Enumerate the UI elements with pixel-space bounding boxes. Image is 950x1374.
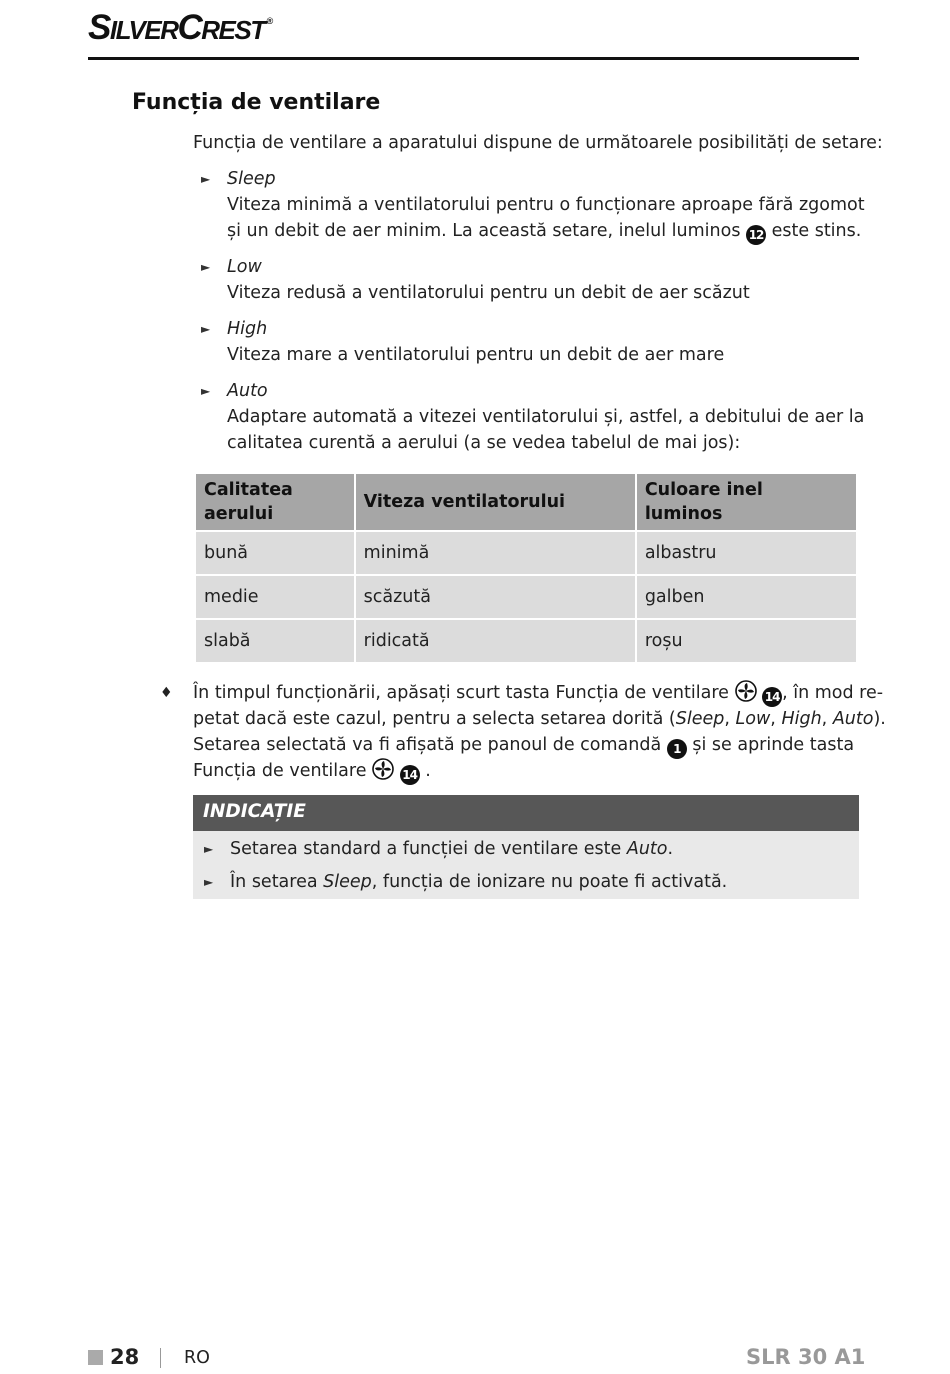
table-row (195, 531, 857, 575)
brand-logo: SILVERCREST ® (88, 8, 272, 47)
step-line-4: Funcția de ventilare 14 . (193, 758, 431, 785)
header-rule (88, 57, 859, 60)
step-line-3: Setarea selectată va fi afișată pe panoul de comandă 1 și se aprinde tasta (193, 732, 854, 759)
note-header (193, 795, 859, 831)
table-cell: roșu (636, 619, 857, 663)
fan-icon (372, 758, 394, 780)
triangle-bullet-icon: ► (201, 172, 211, 186)
table-cell: ridicată (355, 619, 636, 663)
table-row (195, 575, 857, 619)
table-header-cell: Culoare inel luminos (636, 473, 857, 531)
table-header-cell: Viteza ventilatorului (355, 473, 636, 531)
footer-marker (88, 1350, 103, 1365)
triangle-bullet-icon: ► (201, 322, 211, 336)
triangle-bullet-icon: ► (201, 384, 211, 398)
table-header-row (195, 473, 857, 531)
option-low-desc: Viteza redusă a ventilatorului pentru un debit de aer scăzut (227, 283, 750, 303)
triangle-bullet-icon: ► (204, 842, 214, 856)
page-number: 28 (110, 1345, 140, 1369)
option-sleep-desc-1: Viteza minimă a ventilatorului pentru o funcționare aproape fără zgomot (227, 195, 865, 215)
language-code: RO (184, 1348, 210, 1368)
triangle-bullet-icon: ► (204, 875, 214, 889)
option-low-name: Low (227, 257, 262, 277)
ref-1-badge: 1 (667, 739, 687, 759)
footer-divider (160, 1348, 161, 1368)
note-item-2: În setarea Sleep, funcția de ionizare nu poate fi activată. (230, 872, 728, 892)
option-high-desc: Viteza mare a ventilatorului pentru un debit de aer mare (227, 345, 725, 365)
option-sleep-name: Sleep (227, 169, 276, 189)
table-cell: scăzută (355, 575, 636, 619)
model-name: SLR 30 A1 (746, 1345, 866, 1369)
table-header-cell: Calitatea aerului (195, 473, 355, 531)
step-line-1: În timpul funcționării, apăsați scurt tasta Funcția de ventilare 14 , în mod re- (193, 680, 883, 707)
table-cell: minimă (355, 531, 636, 575)
note-title: INDICAȚIE (203, 801, 306, 822)
ref-12-badge: 12 (746, 225, 766, 245)
table-cell: slabă (195, 619, 355, 663)
table-cell: bună (195, 531, 355, 575)
fan-icon (735, 680, 757, 702)
option-auto-name: Auto (227, 381, 268, 401)
diamond-bullet-icon: ♦ (160, 685, 173, 701)
option-auto-desc-2: calitatea curentă a aerului (a se vedea tabelul de mai jos): (227, 433, 741, 453)
step-line-2: petat dacă este cazul, pentru a selecta setarea dorită (Sleep, Low, High, Auto). (193, 709, 886, 729)
section-heading: Funcția de ventilare (132, 90, 381, 115)
air-quality-table (194, 472, 858, 664)
option-sleep-desc-2: și un debit de aer minim. La această setare, inelul luminos 12 este stins. (227, 218, 861, 245)
table-row (195, 619, 857, 663)
option-high-name: High (227, 319, 268, 339)
table-cell: medie (195, 575, 355, 619)
table-cell: galben (636, 575, 857, 619)
intro-text: Funcția de ventilare a aparatului dispune de următoarele posibilități de setare: (193, 133, 883, 153)
note-item-1: Setarea standard a funcției de ventilare este Auto. (230, 839, 674, 859)
ref-14-badge: 14 (400, 765, 420, 785)
triangle-bullet-icon: ► (201, 260, 211, 274)
option-auto-desc-1: Adaptare automată a vitezei ventilatorului și, astfel, a debitului de aer la (227, 407, 865, 427)
ref-14-badge: 14 (762, 687, 782, 707)
table-cell: albastru (636, 531, 857, 575)
